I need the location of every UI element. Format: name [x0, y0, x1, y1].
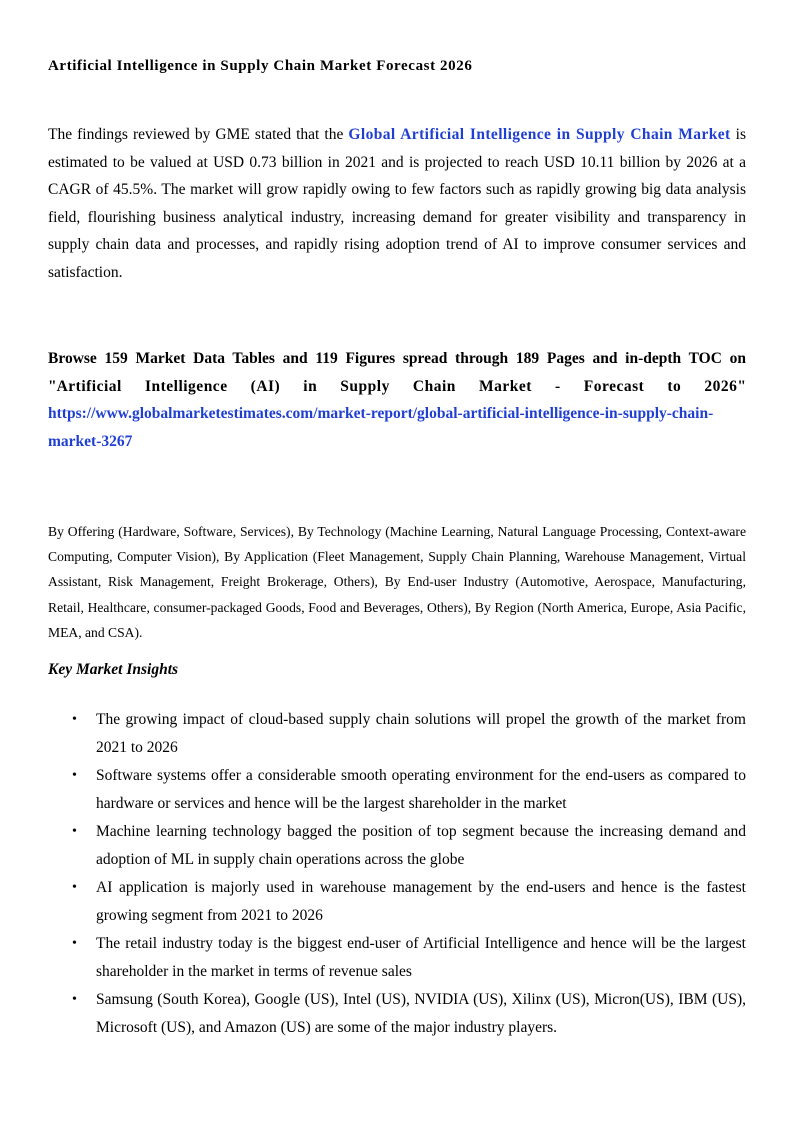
list-item: [48, 706, 746, 762]
list-item: [48, 762, 746, 818]
market-report-link[interactable]: Global Artificial Intelligence in Supply Chain Market: [348, 126, 731, 143]
insight-text: AI application is majorly used in warehouse management by the end-users and hence is the fastest growing segment from 2021 to 2026: [96, 879, 746, 924]
browse-report-title: Artificial Intelligence (AI) in Supply Chain Market - Forecast to 2026: [56, 377, 738, 395]
browse-close-quote: ": [737, 377, 746, 395]
bullet-icon: •: [72, 768, 77, 783]
list-item: [48, 818, 746, 874]
browse-paragraph: [48, 345, 746, 455]
segmentation-paragraph: By Offering (Hardware, Software, Services), By Technology (Machine Learning, Natural Language Processing, Context-aware Computing, Computer Vision), By Application (Fleet Management, Supply Chain Planning, Warehouse Management, Virtual Assistant, Risk Management, Freight Brokerage, Others), By End-user Industry (Automotive, Aerospace, Manufacturing, Retail, Healthcare, consumer-packaged Goods, Food and Beverages, Others), By Region (North America, Europe, Asia Pacific, MEA, and CSA).: [48, 524, 746, 640]
insight-text: The growing impact of cloud-based supply chain solutions will propel the growth of the market from 2021 to 2026: [96, 711, 746, 756]
key-insights-heading: Key Market Insights: [48, 661, 179, 678]
report-url-link[interactable]: https://www.globalmarketestimates.com/market-report/global-artificial-intelligence-in-supply-chain-market-3267: [48, 405, 714, 450]
insight-text: Software systems offer a considerable smooth operating environment for the end-users as compared to hardware or services and hence will be the largest shareholder in the market: [96, 767, 746, 812]
intro-text-after-link: is estimated to be valued at USD 0.73 billion in 2021 and is projected to reach USD 10.11 billion by 2026 at a CAGR of 45.5%. The market will grow rapidly owing to few factors such as rapidly growing big data analysis field, flourishing business analytical industry, increasing demand for greater visibility and transparency in supply chain data and processes, and rapidly rising adoption trend of AI to improve consumer services and satisfaction.: [48, 126, 746, 281]
browse-lead-text: Browse 159 Market Data Tables and 119 Figures spread through 189 Pages and in-depth TOC on ": [48, 350, 746, 395]
insight-text: Samsung (South Korea), Google (US), Intel (US), NVIDIA (US), Xilinx (US), Micron(US), IBM (US), Microsoft (US), and Amazon (US) are some of the major industry players.: [96, 991, 746, 1036]
bullet-icon: •: [72, 992, 77, 1007]
insight-text: Machine learning technology bagged the position of top segment because the increasing demand and adoption of ML in supply chain operations across the globe: [96, 823, 746, 868]
intro-paragraph: [48, 121, 746, 287]
insight-text: The retail industry today is the biggest end-user of Artificial Intelligence and hence will be the largest shareholder in the market in terms of revenue sales: [96, 935, 746, 980]
bullet-icon: •: [72, 824, 77, 839]
page-title: Artificial Intelligence in Supply Chain Market Forecast 2026: [48, 58, 473, 75]
bullet-icon: •: [72, 936, 77, 951]
list-item: [48, 930, 746, 986]
bullet-icon: •: [72, 880, 77, 895]
bullet-icon: •: [72, 712, 77, 727]
intro-text-before-link: The findings reviewed by GME stated that the: [48, 126, 349, 143]
key-insights-list: [48, 706, 746, 1042]
list-item: [48, 986, 746, 1042]
list-item: [48, 874, 746, 930]
